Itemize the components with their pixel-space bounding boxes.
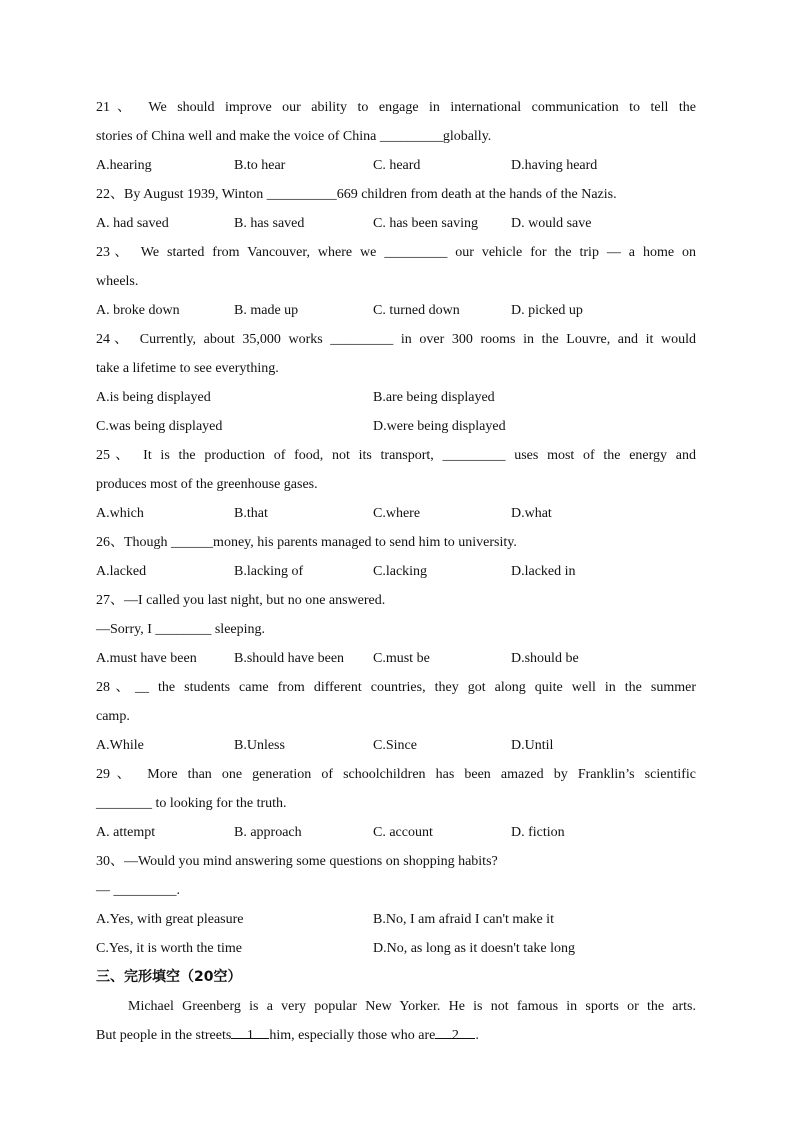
option-b[interactable]: B.should have been <box>234 651 345 666</box>
option-d[interactable]: D.should be <box>511 651 579 666</box>
option-b[interactable]: B.that <box>234 506 268 521</box>
options-row <box>96 934 696 963</box>
question-text: 25、 It is the production of food, not its transport, _________ uses most of the energy and <box>96 448 696 463</box>
option-d[interactable]: D.lacked in <box>511 564 576 579</box>
option-b[interactable]: B.No, I am afraid I can't make it <box>373 912 554 927</box>
question-text: 23、 We started from Vancouver, where we _________ our vehicle for the trip — a home on <box>96 245 696 260</box>
option-a[interactable]: A.is being displayed <box>96 390 211 405</box>
question-text: 30、—Would you mind answering some questions on shopping habits? <box>96 854 498 869</box>
question-text: 29、 More than one generation of schoolchildren has been amazed by Franklin’s scientific <box>96 767 696 782</box>
option-d[interactable]: D.having heard <box>511 158 598 173</box>
question-text: camp. <box>96 709 130 724</box>
question-text: 27、—I called you last night, but no one answered. <box>96 593 386 608</box>
option-c[interactable]: C. account <box>373 825 433 840</box>
option-b[interactable]: B.Unless <box>234 738 285 753</box>
question-text: —Sorry, I ________ sleeping. <box>96 622 266 637</box>
passage-text: him, especially those who are <box>269 1028 436 1043</box>
option-c[interactable]: C.Since <box>373 738 417 753</box>
option-a[interactable]: A.While <box>96 738 144 753</box>
question-text: ________ to looking for the truth. <box>96 796 287 811</box>
section-heading: 三、完形填空（20空） <box>96 969 242 985</box>
question-text: 21、 We should improve our ability to engage in international communication to tell the <box>96 100 696 115</box>
option-a[interactable]: A.must have been <box>96 651 197 666</box>
option-d[interactable]: D.what <box>511 506 552 521</box>
question-text: 24、 Currently, about 35,000 works _________ in over 300 rooms in the Louvre, and it would <box>96 332 696 347</box>
option-a[interactable]: A. had saved <box>96 216 169 231</box>
option-b[interactable]: B.lacking of <box>234 564 304 579</box>
option-d[interactable]: D.were being displayed <box>373 419 506 434</box>
options-row <box>96 644 696 673</box>
question-28 <box>96 673 696 760</box>
options-row <box>96 818 696 847</box>
option-b[interactable]: B. approach <box>234 825 302 840</box>
question-21 <box>96 93 696 180</box>
option-a[interactable]: A.which <box>96 506 144 521</box>
option-c[interactable]: C.must be <box>373 651 430 666</box>
question-text: 26、Though ______money, his parents managed to send him to university. <box>96 535 517 550</box>
option-a[interactable]: A.Yes, with great pleasure <box>96 912 244 927</box>
option-c[interactable]: C.where <box>373 506 421 521</box>
option-a[interactable]: A.lacked <box>96 564 147 579</box>
question-text: 28、__ the students came from different countries, they got along quite well in the summer <box>96 680 696 695</box>
options-row <box>96 905 696 934</box>
options-row <box>96 296 696 325</box>
question-24 <box>96 325 696 441</box>
option-d[interactable]: D.Until <box>511 738 554 753</box>
option-d[interactable]: D. would save <box>511 216 592 231</box>
option-b[interactable]: B.are being displayed <box>373 390 495 405</box>
option-b[interactable]: B. made up <box>234 303 299 318</box>
question-text: take a lifetime to see everything. <box>96 361 279 376</box>
option-c[interactable]: C. turned down <box>373 303 460 318</box>
options-row <box>96 151 696 180</box>
option-d[interactable]: D.No, as long as it doesn't take long <box>373 941 575 956</box>
options-row <box>96 499 696 528</box>
option-c[interactable]: C. heard <box>373 158 421 173</box>
question-text: 22、By August 1939, Winton __________669 children from death at the hands of the Nazis. <box>96 187 617 202</box>
option-b[interactable]: B. has saved <box>234 216 305 231</box>
option-a[interactable]: A. broke down <box>96 303 180 318</box>
options-row <box>96 557 696 586</box>
option-d[interactable]: D. picked up <box>511 303 583 318</box>
question-text: — _________. <box>96 883 180 898</box>
passage-text: But people in the streets <box>96 1028 232 1043</box>
question-27 <box>96 586 696 673</box>
question-text: stories of China well and make the voice of China _________globally. <box>96 129 492 144</box>
option-c[interactable]: C.Yes, it is worth the time <box>96 941 242 956</box>
blank-1[interactable]: 1 <box>231 1021 269 1039</box>
worksheet-page <box>96 93 696 1050</box>
option-b[interactable]: B.to hear <box>234 158 286 173</box>
question-30 <box>96 847 696 963</box>
blank-2[interactable]: 2 <box>435 1021 475 1039</box>
question-29 <box>96 760 696 847</box>
question-26 <box>96 528 696 586</box>
question-text: produces most of the greenhouse gases. <box>96 477 318 492</box>
passage-text: . <box>475 1028 479 1043</box>
option-c[interactable]: C.lacking <box>373 564 428 579</box>
options-row <box>96 731 696 760</box>
question-25 <box>96 441 696 528</box>
options-row <box>96 412 696 441</box>
option-c[interactable]: C. has been saving <box>373 216 478 231</box>
option-a[interactable]: A.hearing <box>96 158 152 173</box>
question-23 <box>96 238 696 325</box>
option-c[interactable]: C.was being displayed <box>96 419 223 434</box>
option-d[interactable]: D. fiction <box>511 825 565 840</box>
option-a[interactable]: A. attempt <box>96 825 156 840</box>
passage-line <box>96 1021 696 1050</box>
options-row <box>96 383 696 412</box>
options-row <box>96 209 696 238</box>
passage-line: Michael Greenberg is a very popular New Yorker. He is not famous in sports or the arts. <box>128 999 696 1014</box>
question-text: wheels. <box>96 274 139 289</box>
question-22 <box>96 180 696 238</box>
